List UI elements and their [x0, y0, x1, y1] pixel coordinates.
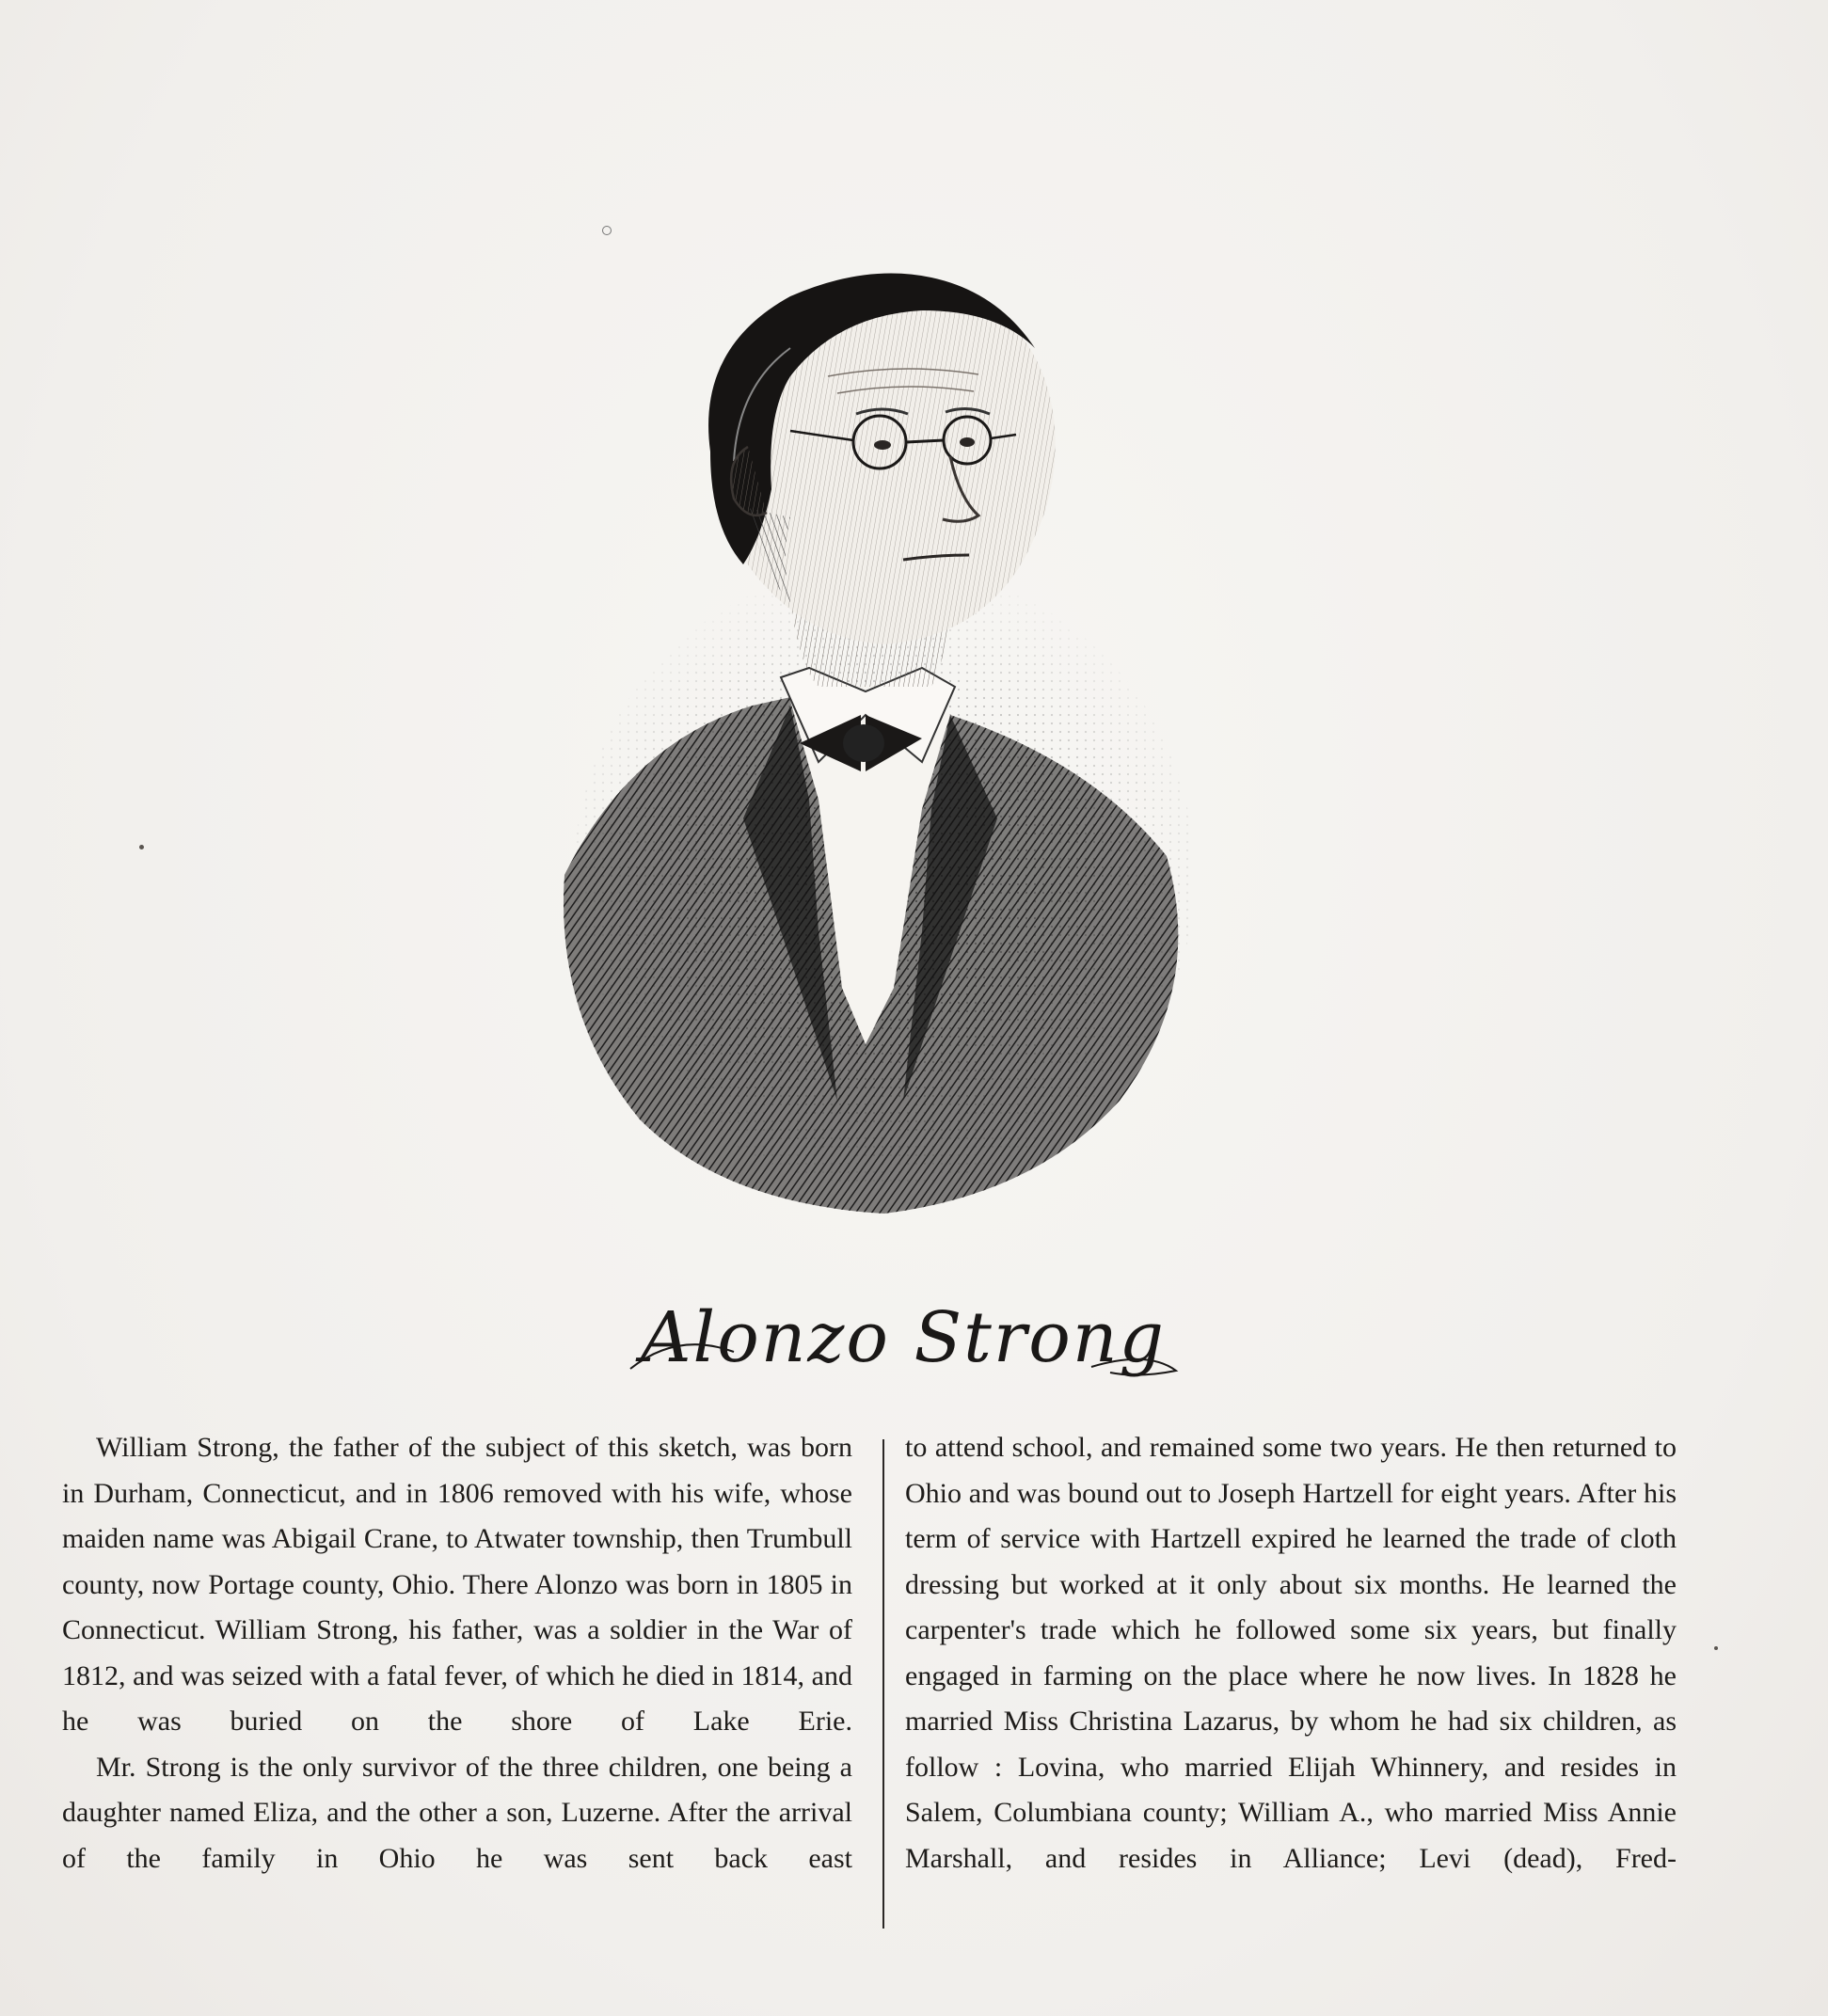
paper-speck [602, 226, 612, 235]
right-paragraph-1: to attend school, and remained some two years. He then returned to Ohio and was bound out to Joseph Hartzell for eight years. After his term of service with Hartzell expired he learned the trade of cloth dressing but worked at it only about six months. He learned the carpenter's trade which he followed some six years, but finally engaged in farming on the place where he now lives. In 1828 he married Miss Christina Lazarus, by whom he had six children, as follow : Lovina, who married Elijah Whinnery, and resides in Salem, Columbiana county; William A., who married Miss Annie Marshall, and resides in Alliance; Levi (dead), Fred- [905, 1432, 1677, 1874]
paper-speck [1714, 1646, 1718, 1650]
left-text-column [62, 1425, 852, 1881]
signature-alonzo-strong [621, 1294, 1185, 1406]
signature-text: Alonzo Strong [641, 1297, 1166, 1378]
right-text-column [905, 1425, 1677, 1881]
portrait-engraving-icon [508, 273, 1251, 1242]
left-paragraph-2: Mr. Strong is the only survivor of the three children, one being a daughter named Eliza, and the other a son, Luzerne. After the arrival of the family in Ohio he was sent back east [62, 1751, 852, 1874]
column-divider [882, 1439, 884, 1929]
left-paragraph-1: William Strong, the father of the subject of this sketch, was born in Durham, Connecticut, and in 1806 removed with his wife, whose maiden name was Abigail Crane, to Atwater township, then Trumbull county, now Portage county, Ohio. There Alonzo was born in 1805 in Connecticut. William Strong, his father, was a soldier in the War of 1812, and was seized with a fatal fever, of which he died in 1814, and he was buried on the shore of Lake Erie. [62, 1432, 852, 1737]
paper-speck [139, 845, 144, 849]
